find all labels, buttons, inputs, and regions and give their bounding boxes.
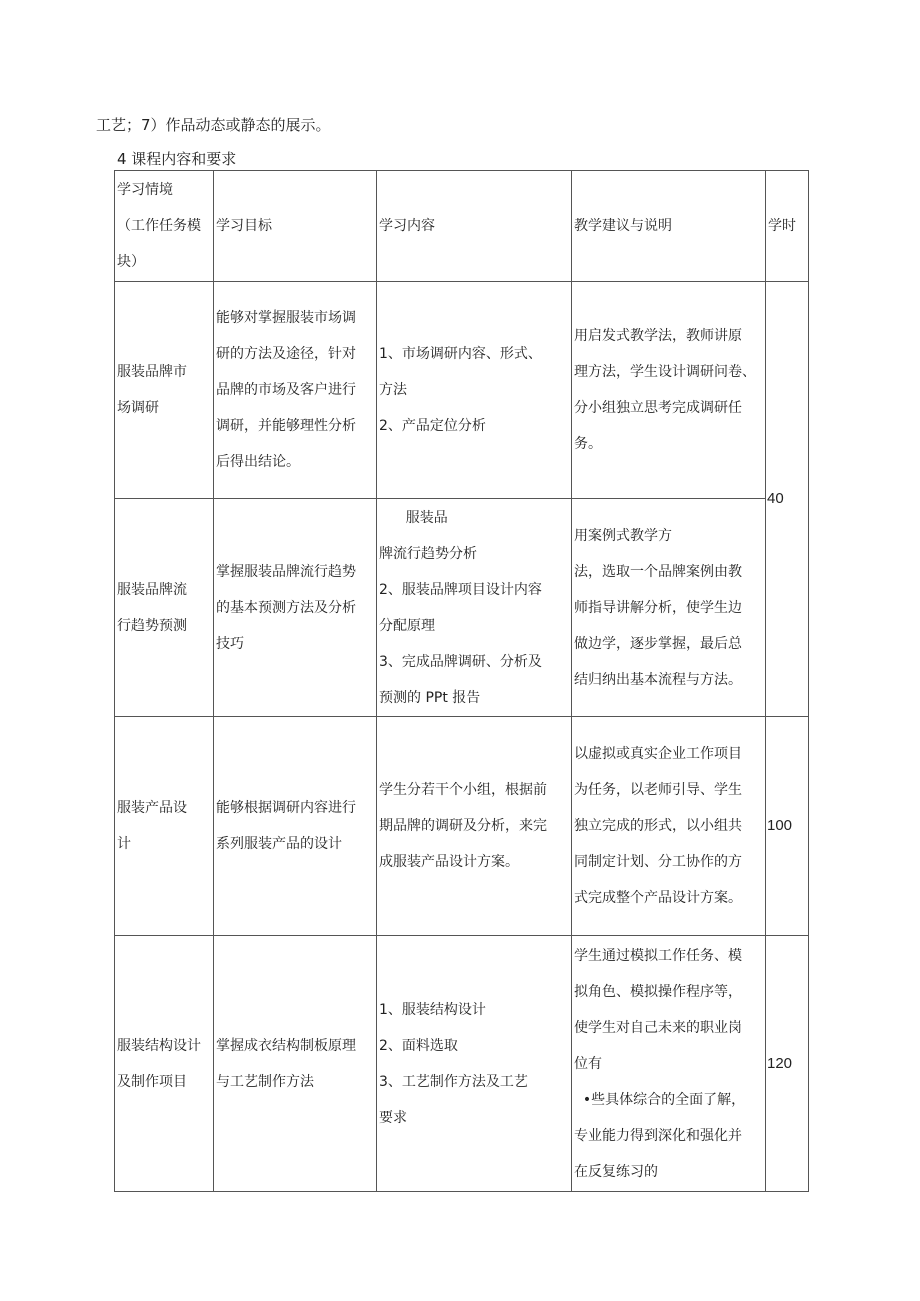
cell-line: 学生分若干个小组，根据前 [379,782,547,798]
cell-line: 研的方法及途径，针对 [216,346,356,362]
cell-situation [114,498,214,717]
cell-line: 用案例式教学方 [574,527,672,544]
cell-content [376,935,572,1192]
cell-line: 行趋势预测 [117,617,187,634]
cell-hours [765,935,809,1192]
cell-hours [765,716,809,936]
cell-advice [571,498,766,717]
cell-line: 结归纳出基本流程与方法。 [574,671,742,688]
cell-line: 独立完成的形式，以小组共 [574,818,742,834]
cell-line: 3、工艺制作方法及工艺 [379,1073,528,1090]
cell-line: 服装品 [379,509,448,526]
cell-line: 服装产品设 [117,800,187,816]
cell-line: 式完成整个产品设计方案。 [574,890,742,906]
cell-line: 100 [767,817,793,834]
cell-content [376,498,572,717]
cell-line: 40 [767,490,784,507]
cell-advice [571,935,766,1192]
cell-line: 教学建议与说明 [574,218,672,234]
cell-line: 为任务，以老师引导、学生 [574,782,742,798]
cell-line: 120 [767,1054,793,1072]
cell-line: 掌握服装品牌流行趋势 [216,563,356,580]
cell-hours [765,281,809,717]
cell-line: 牌流行趋势分析 [379,545,477,562]
cell-line: 场调研 [117,400,159,416]
cell-line: 用启发式教学法，教师讲原 [574,328,742,344]
cell-line: 位有 [574,1055,602,1072]
cell-line: 2、产品定位分析 [379,418,486,434]
cell-situation [114,281,214,499]
header-content [376,170,572,282]
header-advice [571,170,766,282]
cell-line: 服装品牌市 [117,364,187,380]
cell-line: 能够根据调研内容进行 [216,800,356,816]
cell-line: 学习目标 [216,218,272,234]
cell-line: 1、市场调研内容、形式、 [379,346,542,362]
cell-line: 与工艺制作方法 [216,1073,314,1090]
cell-line: 2、服装品牌项目设计内容 [379,581,542,598]
cell-line: 务。 [574,436,602,452]
cell-line: 法，选取一个品牌案例由教 [574,563,742,580]
cell-line: 服装结构设计 [117,1037,201,1054]
header-goal [213,170,377,282]
cell-line: 系列服装产品的设计 [216,836,342,852]
cell-line: 成服装产品设计方案。 [379,854,519,870]
cell-line: 学习情境 [117,182,173,198]
cell-line: 学时 [768,218,796,234]
cell-situation [114,935,214,1192]
cell-advice [571,716,766,936]
header-hours [765,170,809,282]
cell-line: 及制作项目 [117,1073,187,1090]
cell-line: 计 [117,836,131,852]
cell-line: 调研，并能够理性分析 [216,418,356,434]
cell-line: 2、面料选取 [379,1037,458,1054]
cell-line: 师指导讲解分析，使学生边 [574,599,742,616]
cell-line: 做边学，逐步掌握，最后总 [574,635,742,652]
cell-line: 期品牌的调研及分析，来完 [379,818,547,834]
cell-advice [571,281,766,499]
cell-line: （工作任务模 [117,218,201,234]
section-title: 4 课程内容和要求 [117,150,237,168]
cell-line: 掌握成衣结构制板原理 [216,1037,356,1054]
cell-line: 块） [117,254,145,270]
cell-content [376,281,572,499]
intro-line: 工艺；7）作品动态或静态的展示。 [96,116,331,134]
cell-line: 理方法，学生设计调研问卷、 [574,364,756,380]
cell-line: 分小组独立思考完成调研任 [574,400,742,416]
cell-line: 分配原理 [379,617,435,634]
cell-goal [213,716,377,936]
cell-line: 使学生对自己未来的职业岗 [574,1019,742,1036]
cell-line: 拟角色、模拟操作程序等， [574,983,742,1000]
cell-goal [213,498,377,717]
cell-line: 品牌的市场及客户进行 [216,382,356,398]
cell-line: 预测的 PPt 报告 [379,689,481,706]
cell-line: 能够对掌握服装市场调 [216,310,356,326]
cell-line: 以虚拟或真实企业工作项目 [574,746,742,762]
cell-line: 的基本预测方法及分析 [216,599,356,616]
cell-line: 3、完成品牌调研、分析及 [379,653,542,670]
cell-situation [114,716,214,936]
cell-line: 学习内容 [379,218,435,234]
cell-line: 服装品牌流 [117,581,187,598]
cell-line: 1、服装结构设计 [379,1001,486,1018]
cell-line: 方法 [379,382,407,398]
cell-line: 后得出结论。 [216,454,300,470]
cell-line: 在反复练习的 [574,1163,658,1180]
cell-line: •些具体综合的全面了解， [574,1091,746,1108]
cell-content [376,716,572,936]
cell-line: 专业能力得到深化和强化并 [574,1127,742,1144]
cell-line: 要求 [379,1109,407,1126]
cell-goal [213,281,377,499]
header-situation [114,170,214,282]
cell-line: 同制定计划、分工协作的方 [574,854,742,870]
cell-goal [213,935,377,1192]
cell-line: 技巧 [216,635,244,652]
cell-line: 学生通过模拟工作任务、模 [574,947,742,964]
